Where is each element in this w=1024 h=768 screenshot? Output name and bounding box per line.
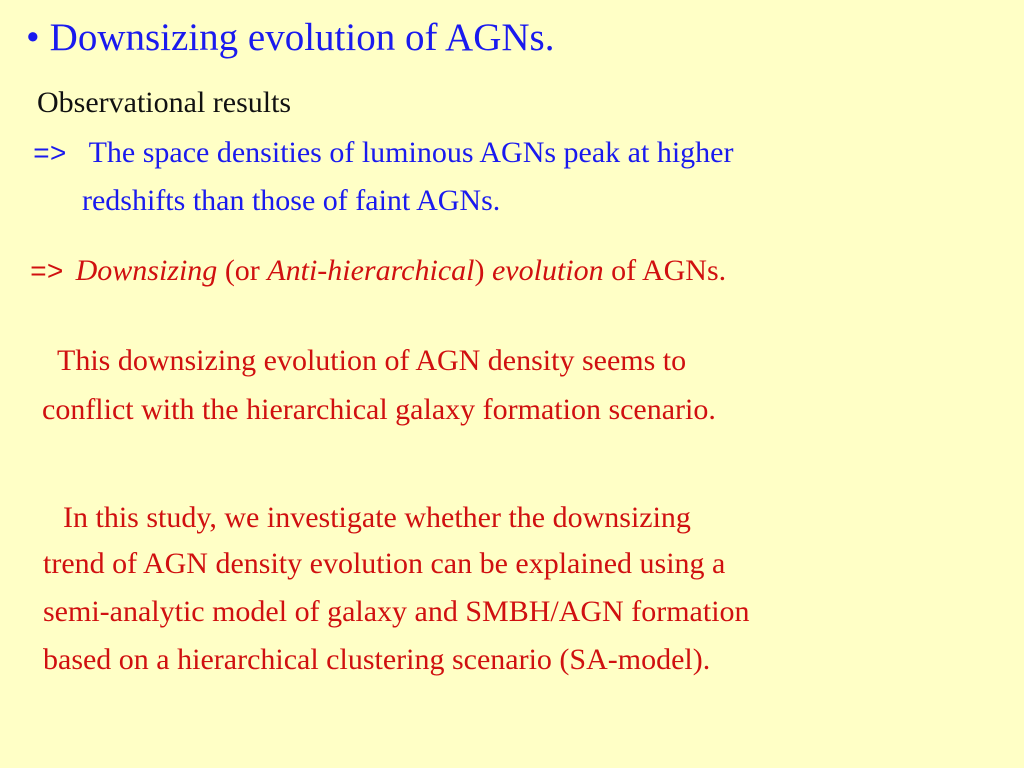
text-of-agns: of AGNs.	[603, 254, 727, 287]
downsizing-conclusion	[30, 256, 726, 288]
observation-result-text-1: The space densities of luminous AGNs peak at higher	[88, 136, 734, 169]
slide-title	[26, 18, 554, 57]
text-or: (or	[217, 254, 268, 287]
slide-title-text: Downsizing evolution of AGNs.	[49, 16, 555, 59]
paragraph-2-line-3: semi-analytic model of galaxy and SMBH/AGN formation	[43, 595, 750, 628]
paragraph-1-line-2: conflict with the hierarchical galaxy formation scenario.	[42, 393, 716, 426]
paragraph-2-line-4: based on a hierarchical clustering scenario (SA-model).	[43, 643, 711, 676]
observation-result-line-1	[33, 138, 733, 170]
paragraph-1-line-1: This downsizing evolution of AGN density seems to	[57, 344, 687, 377]
paragraph-2-line-2: trend of AGN density evolution can be explained using a	[43, 547, 726, 580]
implies-arrow: =>	[33, 140, 67, 171]
implies-arrow: =>	[30, 258, 64, 289]
term-downsizing: Downsizing	[75, 254, 218, 287]
term-anti-hierarchical: Anti-hierarchical	[267, 254, 475, 287]
observational-results-heading: Observational results	[37, 86, 292, 119]
bullet-icon: •	[26, 16, 40, 59]
paragraph-2-line-1: In this study, we investigate whether the downsizing	[63, 501, 691, 534]
text-close-paren: )	[474, 254, 492, 287]
term-evolution: evolution	[491, 254, 604, 287]
observation-result-line-2: redshifts than those of faint AGNs.	[82, 184, 501, 217]
